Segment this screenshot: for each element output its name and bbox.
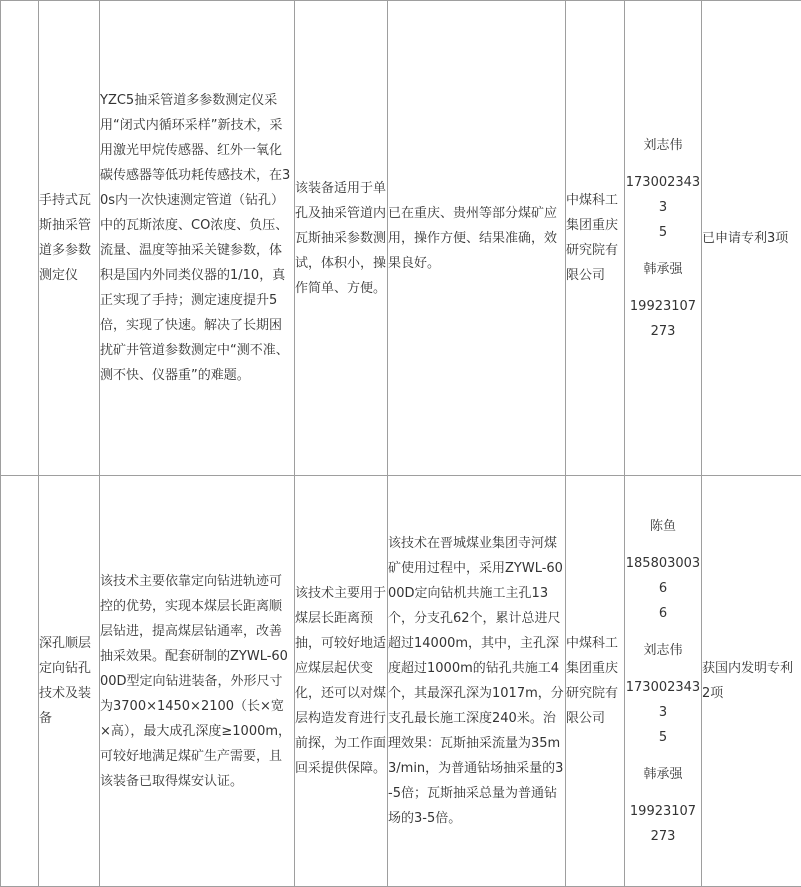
contact-name: 刘志伟 (643, 137, 683, 153)
contact-name: 陈鱼 (649, 518, 676, 534)
table-row (1, 476, 801, 887)
application-cell: 已在重庆、贵州等部分煤矿应用，操作方便、结果准确，效果良好。 (388, 1, 566, 476)
applicability-cell: 该装备适用于单孔及抽采管道内瓦斯抽采参数测试，体积小，操作简单、方便。 (295, 1, 388, 476)
contact-phone-end: 273 (650, 828, 676, 844)
contact-phone-end: 6 (658, 605, 668, 621)
tech-name-cell: 深孔顺层定向钻孔技术及装备 (39, 476, 100, 887)
contact-phone-end: 5 (658, 224, 668, 240)
tech-name-cell: 手持式瓦斯抽采管道多参数测定仪 (39, 1, 100, 476)
contact-name: 韩承强 (643, 261, 683, 277)
tech-description-cell: YZC5抽采管道多参数测定仪采用“闭式内循环采样”新技术，采用激光甲烷传感器、红外一氧化碳传感器等低功耗传感技术，在30s内一次快速测定管道（钻孔）中的瓦斯浓度、CO浓度、负压、流量、温度等抽采关键参数，体积是国内外同类仪器的1/10，真正实现了手持；测定速度提升5倍，实现了快速。解决了长期困扰矿井管道参数测定中“测不准、测不快、仪器重”的难题。 (100, 1, 295, 476)
contact-name: 刘志伟 (643, 642, 683, 658)
contact-phone-end: 5 (658, 729, 668, 745)
contact-phone: 1730023433 (625, 174, 701, 215)
contact-phone: 19923107 (629, 803, 697, 819)
blank-cell (1, 1, 39, 476)
contact-cell (625, 1, 702, 476)
contact-cell (625, 476, 702, 887)
contact-phone: 19923107 (629, 298, 697, 314)
contact-phone-end: 273 (650, 323, 676, 339)
applicability-cell: 该技术主要用于煤层长距离预抽，可较好地适应煤层起伏变化，还可以对煤层构造发育进行前探，为工作面回采提供保障。 (295, 476, 388, 887)
contact-phone: 1730023433 (625, 679, 701, 720)
unit-cell: 中煤科工集团重庆研究院有限公司 (566, 1, 625, 476)
ip-cell: 已申请专利3项 (702, 1, 801, 476)
blank-cell (1, 476, 39, 887)
tech-description-cell: 该技术主要依靠定向钻进轨迹可控的优势，实现本煤层长距离顺层钻进，提高煤层钻通率，改善抽采效果。配套研制的ZYWL-6000D型定向钻进装备，外形尺寸为3700×1450×2100（长×宽×高），最大成孔深度≥1000m，可较好地满足煤矿生产需要，且该装备已取得煤安认证。 (100, 476, 295, 887)
contact-name: 韩承强 (643, 766, 683, 782)
table-row (1, 1, 801, 476)
ip-cell: 获国内发明专利2项 (702, 476, 801, 887)
unit-cell: 中煤科工集团重庆研究院有限公司 (566, 476, 625, 887)
application-cell: 该技术在晋城煤业集团寺河煤矿使用过程中，采用ZYWL-6000D定向钻机共施工主孔13个，分支孔62个，累计总进尺超过14000m，其中，主孔深度超过1000m的钻孔共施工4个，其最深孔深为1017m，分支孔最长施工深度240米。治理效果：瓦斯抽采流量为35m3/min，为普通钻场抽采量的3-5倍；瓦斯抽采总量为普通钻场的3-5倍。 (388, 476, 566, 887)
contact-phone: 1858030036 (625, 555, 701, 596)
